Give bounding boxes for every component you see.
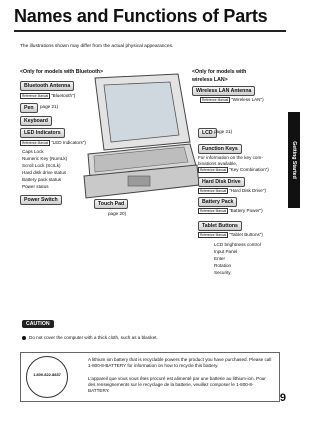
reference-manual-icon: Reference Manual <box>22 141 49 145</box>
recycle-seal-icon: 1.800.822.8837 <box>26 356 68 398</box>
battery-note: Reference Manual "Battery Power") <box>200 208 263 214</box>
tablet-item-security: Security <box>214 270 231 275</box>
power-switch-label: Power Switch <box>20 195 62 205</box>
reference-manual-icon: Reference Manual <box>200 233 227 237</box>
wlan-header-line2: wireless LAN> <box>192 77 228 83</box>
function-keys-label: Function Keys <box>198 144 242 154</box>
keyboard-label: Keyboard <box>20 116 52 126</box>
hdd-note: Reference Manual "Hard Disk Drive") <box>200 188 266 194</box>
led-item-scrlk: Scroll Lock (ScrLk) <box>22 163 61 168</box>
bluetooth-note: Reference Manual "Bluetooth") <box>22 93 76 99</box>
subtitle: The illustrations shown may differ from the actual physical appearances. <box>20 44 174 49</box>
recycle-french: L'appareil que vous vous êtes procuré est alimenté par une batterie au lithium-ion. Pour des renseignements sur le recyclage de la batterie, veuillez composer le 1-800-8-BATTERY. <box>88 376 266 393</box>
battery-pack-label: Battery Pack <box>198 197 237 207</box>
led-item-battery: Battery pack status <box>22 177 62 182</box>
pen-note: page 21) <box>40 104 59 109</box>
tablet-buttons-label: Tablet Buttons <box>198 221 242 231</box>
led-item-hdd: Hard disk drive status <box>22 170 67 175</box>
reference-manual-icon: Reference Manual <box>22 94 49 98</box>
tablet-item-enter: Enter <box>214 256 225 261</box>
laptop-illustration <box>70 70 200 212</box>
reference-manual-icon: Reference Manual <box>200 209 227 213</box>
reference-manual-icon: Reference Manual <box>200 189 227 193</box>
side-tab: Getting Started <box>288 112 300 208</box>
lcd-label: LCD <box>198 128 217 138</box>
reference-manual-icon: Reference Manual <box>202 98 229 102</box>
touchpad-note: page 20) <box>108 211 127 216</box>
led-note: Reference Manual "LED Indicators") <box>22 140 86 146</box>
wlan-label: Wireless LAN Antenna <box>192 86 255 96</box>
caution-text: Do not cover the computer with a thick cloth, such as a blanket. <box>22 335 158 340</box>
tablet-item-input: Input Panel <box>214 249 238 254</box>
led-item-numlk: Numeric Key (NumLk) <box>22 156 68 161</box>
touchpad-label: Touch Pad <box>94 199 128 209</box>
bluetooth-header: <Only for models with Bluetooth> <box>20 69 104 75</box>
wlan-header-line1: <Only for models with <box>192 69 247 75</box>
bullet-icon <box>22 336 26 340</box>
page-title: Names and Functions of Parts <box>14 6 268 26</box>
led-item-power: Power status <box>22 184 49 189</box>
page-number: 9 <box>279 392 286 404</box>
lcd-note: page 21) <box>214 129 233 134</box>
function-note-2: binations available, <box>198 161 238 166</box>
tablet-note: Reference Manual "Tablet Buttons") <box>200 232 263 238</box>
function-note-3: Reference Manual "Key Combination") <box>200 167 269 173</box>
led-label: LED Indicators <box>20 128 65 138</box>
function-note-1: For information on the key com- <box>198 155 263 160</box>
bluetooth-label: Bluetooth Antenna <box>20 81 74 91</box>
caution-label: CAUTION <box>22 320 54 328</box>
recycle-english: A lithium ion battery that is recyclable powers the product you have purchased. Please call 1-800-8-BATTERY for information on how to recycle this battery. <box>88 357 272 368</box>
reference-manual-icon: Reference Manual <box>200 168 227 172</box>
pen-label: Pen <box>20 103 38 113</box>
tablet-item-brightness: LCD brightness control <box>214 242 261 247</box>
hdd-label: Hard Disk Drive <box>198 177 245 187</box>
wlan-note: Reference Manual "Wireless LAN") <box>202 97 264 103</box>
tablet-item-rotation: Rotation <box>214 263 232 268</box>
led-item-caps: Caps Lock <box>22 149 44 154</box>
title-rule <box>14 30 286 32</box>
